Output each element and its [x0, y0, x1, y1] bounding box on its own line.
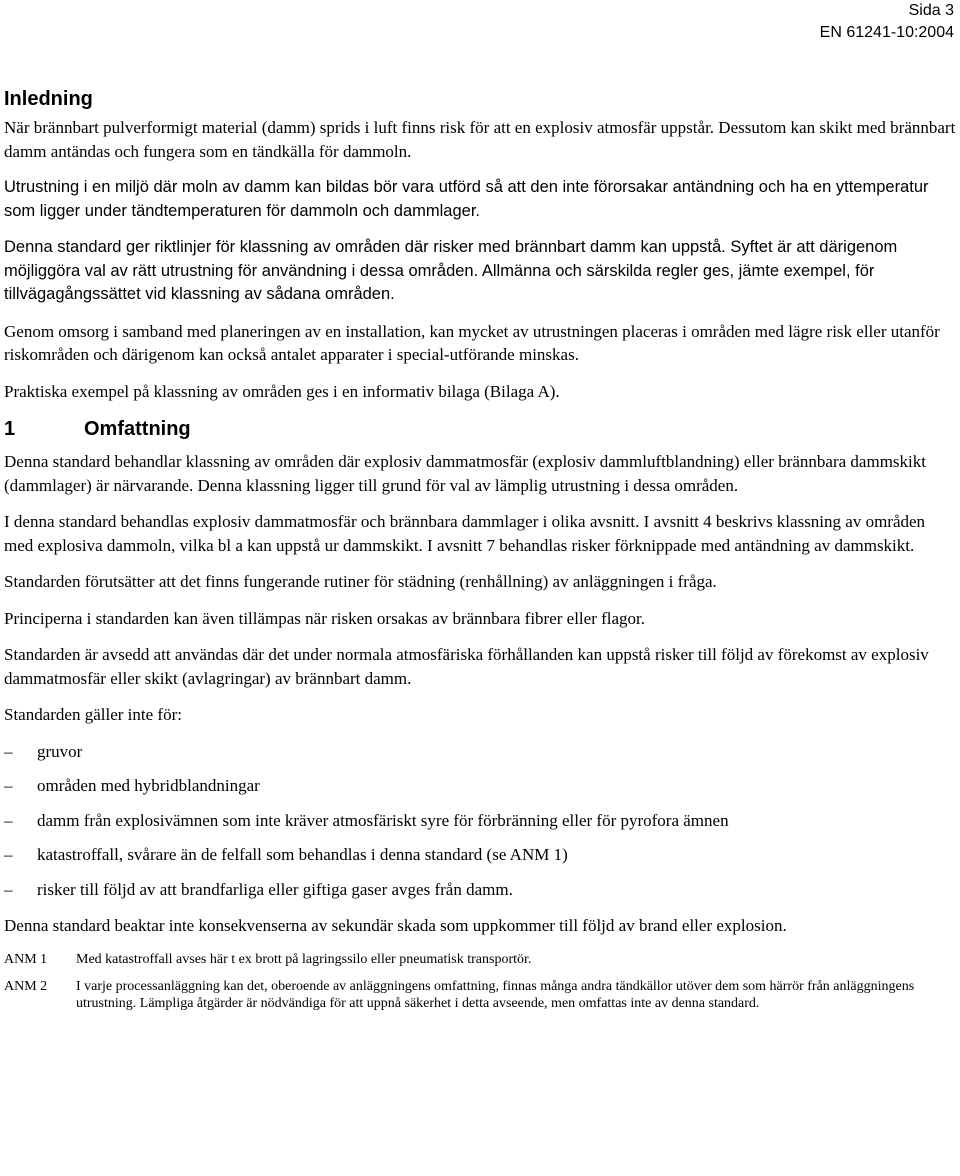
note-label: ANM 2: [4, 978, 48, 994]
scope-paragraph-6: Standarden gäller inte för:: [4, 705, 182, 724]
list-item: – gruvor: [4, 740, 956, 764]
note-text: I varje processanläggning kan det, oberoende av anläggningens omfattning, finnas många andra tändkällor utöver dem som härrör från anläggningens utrustning. Lämpliga åtgärder är nödvändiga för att uppnå säkerhet i detta avseende, men omfattas inte av denna standard.: [76, 978, 915, 1011]
intro-paragraph-3: Denna standard ger riktlinjer för klassning av områden där risker med brännbart damm kan uppstå. Syftet är att därigenom möjliggöra val av rätt utrustning för användning i dessa områden. Allmänna och särskilda regler ges, jämte exempel, för tillvägagångssättet vid klassning av sådana områden.: [4, 238, 898, 303]
scope-paragraph-3: Standarden förutsätter att det finns fungerande rutiner för städning (renhållning) av anläggningen i fråga.: [4, 572, 717, 591]
note-label: ANM 1: [4, 951, 48, 967]
dash-marker: –: [4, 845, 13, 864]
scope-paragraph-1: Denna standard behandlar klassning av områden där explosiv dammatmosfär (explosiv dammluftblandning) eller brännbara dammskikt (dammlager) är närvarande. Denna klassning ligger till grund för val av lämplig utrustning i dessa områden.: [4, 452, 926, 495]
intro-paragraph-1: När brännbart pulverformigt material (damm) sprids i luft finns risk för att en explosiv atmosfär uppstår. Dessutom kan skikt med brännbart damm antändas och fungera som en tändkälla för dammoln.: [4, 118, 956, 161]
exclusion-list: [4, 740, 956, 902]
intro-paragraph-2: Utrustning i en miljö där moln av damm kan bildas bör vara utförd så att den inte förorsakar antändning och ha en yttemperatur som ligger under tändtemperaturen för dammoln och dammlager.: [4, 178, 929, 220]
dash-marker: –: [4, 810, 13, 830]
section-number: 1: [4, 418, 16, 440]
document-body: [4, 86, 956, 1022]
intro-paragraph-5: Praktiska exempel på klassning av områden ges i en informativ bilaga (Bilaga A).: [4, 381, 560, 401]
dash-marker: –: [4, 741, 13, 761]
dash-marker: –: [4, 776, 13, 795]
list-item: – områden med hybridblandningar: [4, 774, 956, 798]
intro-heading: Inledning: [4, 88, 93, 110]
note-1: [4, 951, 956, 968]
dash-marker: –: [4, 879, 13, 899]
section-1-heading: [4, 416, 956, 442]
standard-id: EN 61241-10:2004: [819, 24, 954, 41]
scope-paragraph-2: I denna standard behandlas explosiv dammatmosfär och brännbara dammlager i olika avsnitt. I avsnitt 4 beskrivs klassning av områden med explosiva dammoln, vilka bl a kan uppstå ur dammskikt. I avsnitt 7 behandlas risker förknippade med antändning av dammskikt.: [4, 512, 926, 555]
page-header: [820, 0, 954, 44]
note-2: [4, 978, 956, 1012]
list-item: – risker till följd av att brandfarliga eller giftiga gaser avges från damm.: [4, 878, 956, 902]
intro-paragraph-4: Genom omsorg i samband med planeringen av en installation, kan mycket av utrustningen placeras i områden med lägre risk eller utanför riskområden och därigenom kan också antalet apparater i special-utförande minskas.: [4, 321, 940, 364]
scope-paragraph-4: Principerna i standarden kan även tillämpas när risken orsakas av brännbara fibrer eller flagor.: [4, 608, 646, 628]
section-title: Omfattning: [84, 418, 191, 440]
page-number: Sida 3: [908, 2, 954, 19]
list-item: – katastroffall, svårare än de felfall som behandlas i denna standard (se ANM 1): [4, 843, 956, 867]
scope-paragraph-7: Denna standard beaktar inte konsekvenserna av sekundär skada som uppkommer till följd av brand eller explosion.: [4, 916, 787, 935]
note-text: Med katastroffall avses här t ex brott på lagringssilo eller pneumatisk transportör.: [76, 951, 532, 967]
list-item: – damm från explosivämnen som inte kräver atmosfäriskt syre för förbränning eller för pyrofora ämnen: [4, 809, 956, 833]
scope-paragraph-5: Standarden är avsedd att användas där det under normala atmosfäriska förhållanden kan uppstå risker till följd av förekomst av explosiv dammatmosfär eller skikt (avlagringar) av brännbart damm.: [4, 645, 929, 688]
